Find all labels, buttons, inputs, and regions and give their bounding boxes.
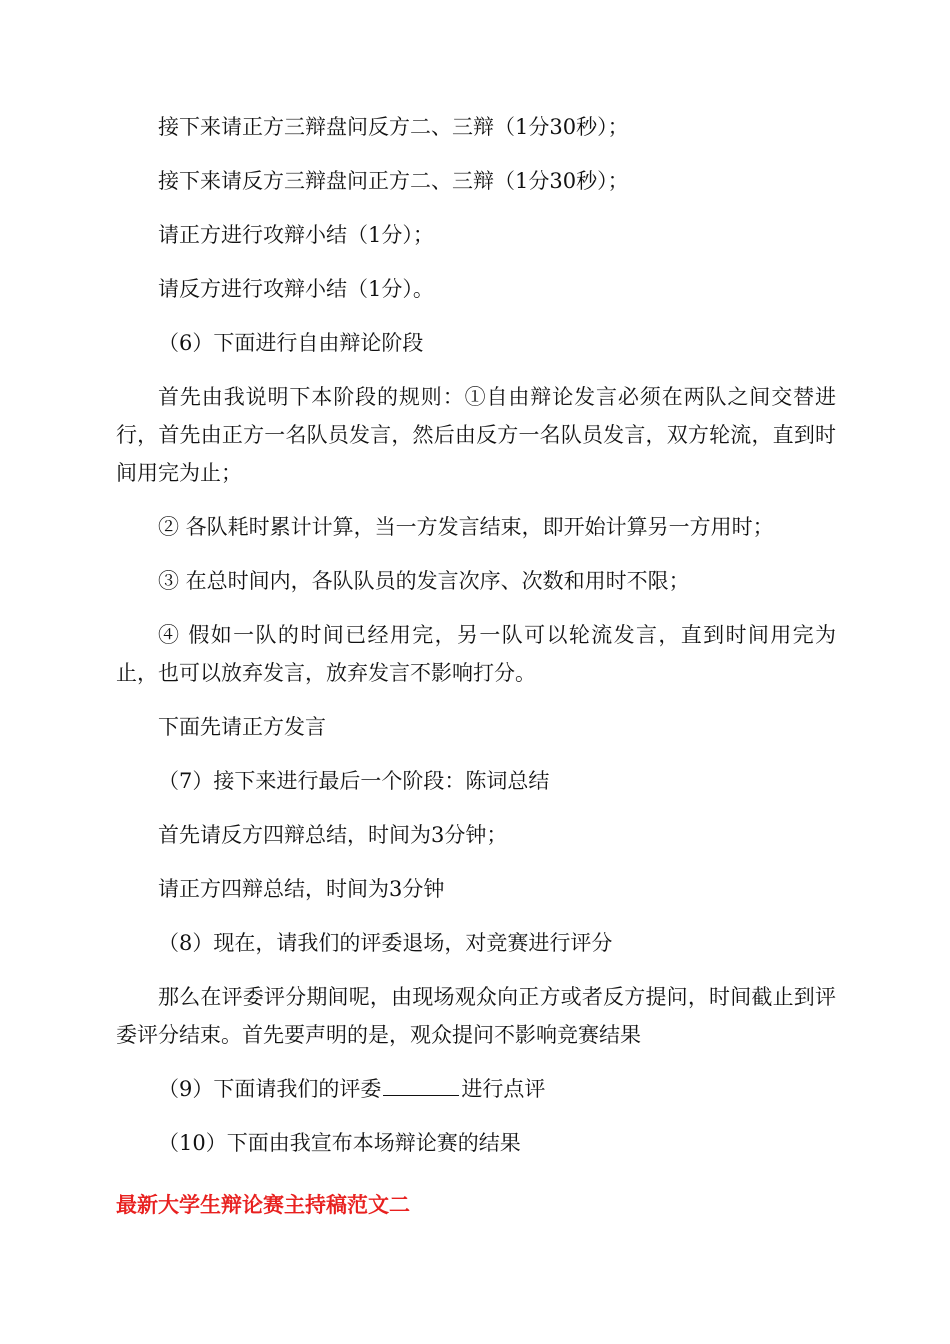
paragraph-free-debate-rule-1: 首先由我说明下本阶段的规则：①自由辩论发言必须在两队之间交替进行，首先由正方一名队员发言，然后由反方一名队员发言，双方轮流，直到时间用完为止； (116, 385, 836, 485)
paragraph-closing-stage: （7）接下来进行最后一个阶段：陈词总结 (158, 769, 550, 793)
paragraph-summary-negative: 请反方进行攻辩小结（1分）。 (158, 277, 434, 301)
paragraph-cross-exam-affirmative: 接下来请正方三辩盘问反方二、三辩（1分30秒）； (158, 115, 629, 139)
paragraph-free-debate-rule-3: ③ 在总时间内，各队队员的发言次序、次数和用时不限； (158, 569, 690, 593)
fill-in-blank (383, 1074, 459, 1096)
paragraph-judges-leave: （8）现在，请我们的评委退场，对竞赛进行评分 (158, 931, 613, 955)
document-body (116, 108, 836, 1178)
section-heading: 最新大学生辩论赛主持稿范文二 (116, 1193, 410, 1217)
paragraph-cross-exam-negative: 接下来请反方三辩盘问正方二、三辩（1分30秒）； (158, 169, 629, 193)
paragraph-announce-result: （10）下面由我宣布本场辩论赛的结果 (158, 1131, 521, 1155)
paragraph-affirmative-closing: 请正方四辩总结，时间为3分钟 (158, 877, 445, 901)
paragraph-free-debate-stage: （6）下面进行自由辩论阶段 (158, 331, 424, 355)
paragraph-negative-closing: 首先请反方四辩总结，时间为3分钟； (158, 823, 508, 847)
paragraph-audience-questions: 那么在评委评分期间呢，由现场观众向正方或者反方提问，时间截止到评委评分结束。首先要声明的是，观众提问不影响竞赛结果 (116, 985, 836, 1047)
paragraph-judge-comment (116, 1070, 836, 1108)
judge-line-after: 进行点评 (461, 1077, 546, 1101)
paragraph-free-debate-rule-2: ② 各队耗时累计计算，当一方发言结束，即开始计算另一方用时； (158, 515, 774, 539)
paragraph-summary-affirmative: 请正方进行攻辩小结（1分）； (158, 223, 434, 247)
paragraph-free-debate-rule-4: ④ 假如一队的时间已经用完，另一队可以轮流发言，直到时间用完为止，也可以放弃发言，放弃发言不影响打分。 (116, 623, 836, 685)
paragraph-affirmative-speak: 下面先请正方发言 (158, 715, 326, 739)
judge-line-before: （9）下面请我们的评委 (158, 1077, 382, 1101)
